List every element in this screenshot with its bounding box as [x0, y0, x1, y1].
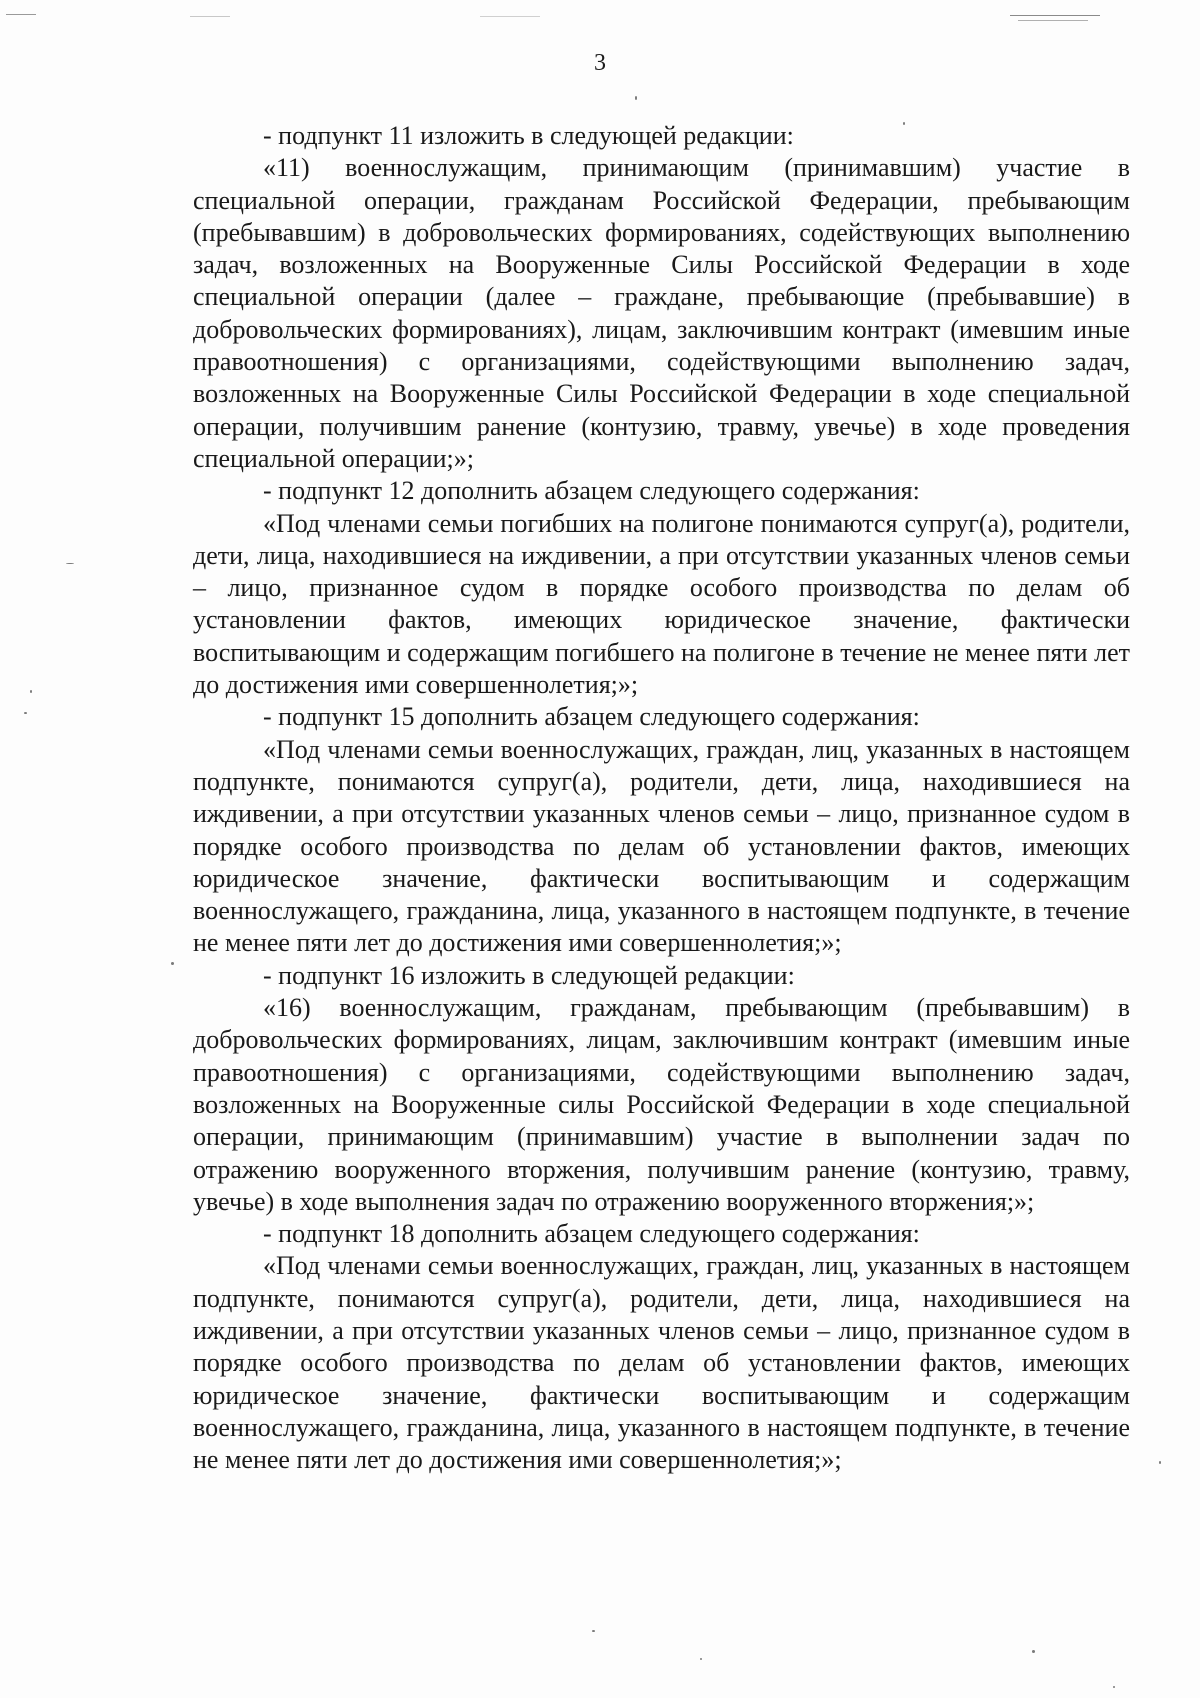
scan-artifact-mid [190, 16, 230, 17]
scan-artifact-right2 [1018, 20, 1088, 21]
scan-speck [635, 96, 637, 100]
scan-artifact-right [1010, 15, 1100, 16]
paragraph-subpoint-15-text: «Под членами семьи военнослужащих, граждан, лиц, указанных в настоящем подпункте, понимаются супруг(а), родители, дети, лица, находившиеся на иждивении, а при отсутствии указанных членов семьи – лицо, признанное судом в порядке особого производства по делам об установлении фактов, имеющих юридическое значение, фактически воспитывающим и содержащим военнослужащего, гражданина, лица, указанного в настоящем подпункте, в течение не менее пяти лет до достижения ими совершеннолетия;»; [193, 734, 1130, 958]
scan-speck [24, 712, 27, 714]
paragraph-subpoint-18-instruction: - подпункт 18 дополнить абзацем следующего содержания: [263, 1219, 920, 1249]
page-number: 3 [594, 50, 606, 76]
scan-artifact-mid2 [480, 16, 540, 17]
paragraph-subpoint-15-instruction: - подпункт 15 дополнить абзацем следующего содержания: [263, 702, 920, 732]
scan-speck [592, 1630, 595, 1632]
scan-artifact-left [6, 14, 36, 15]
scan-speck [1159, 1461, 1161, 1464]
document-body [193, 120, 1130, 1476]
paragraph-subpoint-18-text: «Под членами семьи военнослужащих, граждан, лиц, указанных в настоящем подпункте, понимаются супруг(а), родители, дети, лица, находившиеся на иждивении, а при отсутствии указанных членов семьи – лицо, признанное судом в порядке особого производства по делам об установлении фактов, имеющих юридическое значение, фактически воспитывающим и содержащим военнослужащего, гражданина, лица, указанного в настоящем подпункте, в течение не менее пяти лет до достижения ими совершеннолетия;»; [193, 1251, 1130, 1475]
paragraph-subpoint-16-text: «16) военнослужащим, гражданам, пребывающим (пребывавшим) в добровольческих формированиях, лицам, заключившим контракт (имевшим иные правоотношения) с организациями, содействующими выполнению задач, возложенных на Вооруженные силы Российской Федерации в ходе специальной операции, принимающим (принимавшим) участие в выполнении задач по отражению вооруженного вторжения, получившим ранение (контузию, травму, увечье) в ходе выполнения задач по отражению вооруженного вторжения;»; [193, 993, 1130, 1216]
paragraph-subpoint-16-instruction: - подпункт 16 изложить в следующей редакции: [263, 960, 795, 990]
paragraph-subpoint-12-text: «Под членами семьи погибших на полигоне понимаются супруг(а), родители, дети, лица, находившиеся на иждивении, а при отсутствии указанных членов семьи – лицо, признанное судом в порядке особого производства по делам об установлении фактов, имеющих юридическое значение, фактически воспитывающим и содержащим погибшего на полигоне в течение не менее пяти лет до достижения ими совершеннолетия;»; [193, 508, 1130, 700]
scan-speck [171, 962, 174, 965]
scan-speck [1113, 1686, 1115, 1688]
scan-speck [30, 690, 32, 693]
paragraph-subpoint-11-instruction: - подпункт 11 изложить в следующей редакции: [263, 121, 794, 150]
scan-speck [1032, 1650, 1035, 1653]
paragraph-subpoint-12-instruction: - подпункт 12 дополнить абзацем следующего содержания: [263, 476, 920, 506]
paragraph-subpoint-11-text: «11) военнослужащим, принимающим (принимавшим) участие в специальной операции, гражданам Российской Федерации, пребывающим (пребывавшим) в добровольческих формированиях, содействующих выполнению задач, возложенных на Вооруженные Силы Российской Федерации в ходе специальной операции (далее – граждане, пребывающие (пребывавшие) в добровольческих формированиях), лицам, заключившим контракт (имевшим иные правоотношения) с организациями, содействующими выполнению задач, возложенных на Вооруженные Силы Российской Федерации в ходе специальной операции, получившим ранение (контузию, травму, увечье) в ходе проведения специальной операции;»; [193, 153, 1130, 473]
scan-speck [700, 1658, 702, 1660]
scan-speck [66, 563, 74, 564]
